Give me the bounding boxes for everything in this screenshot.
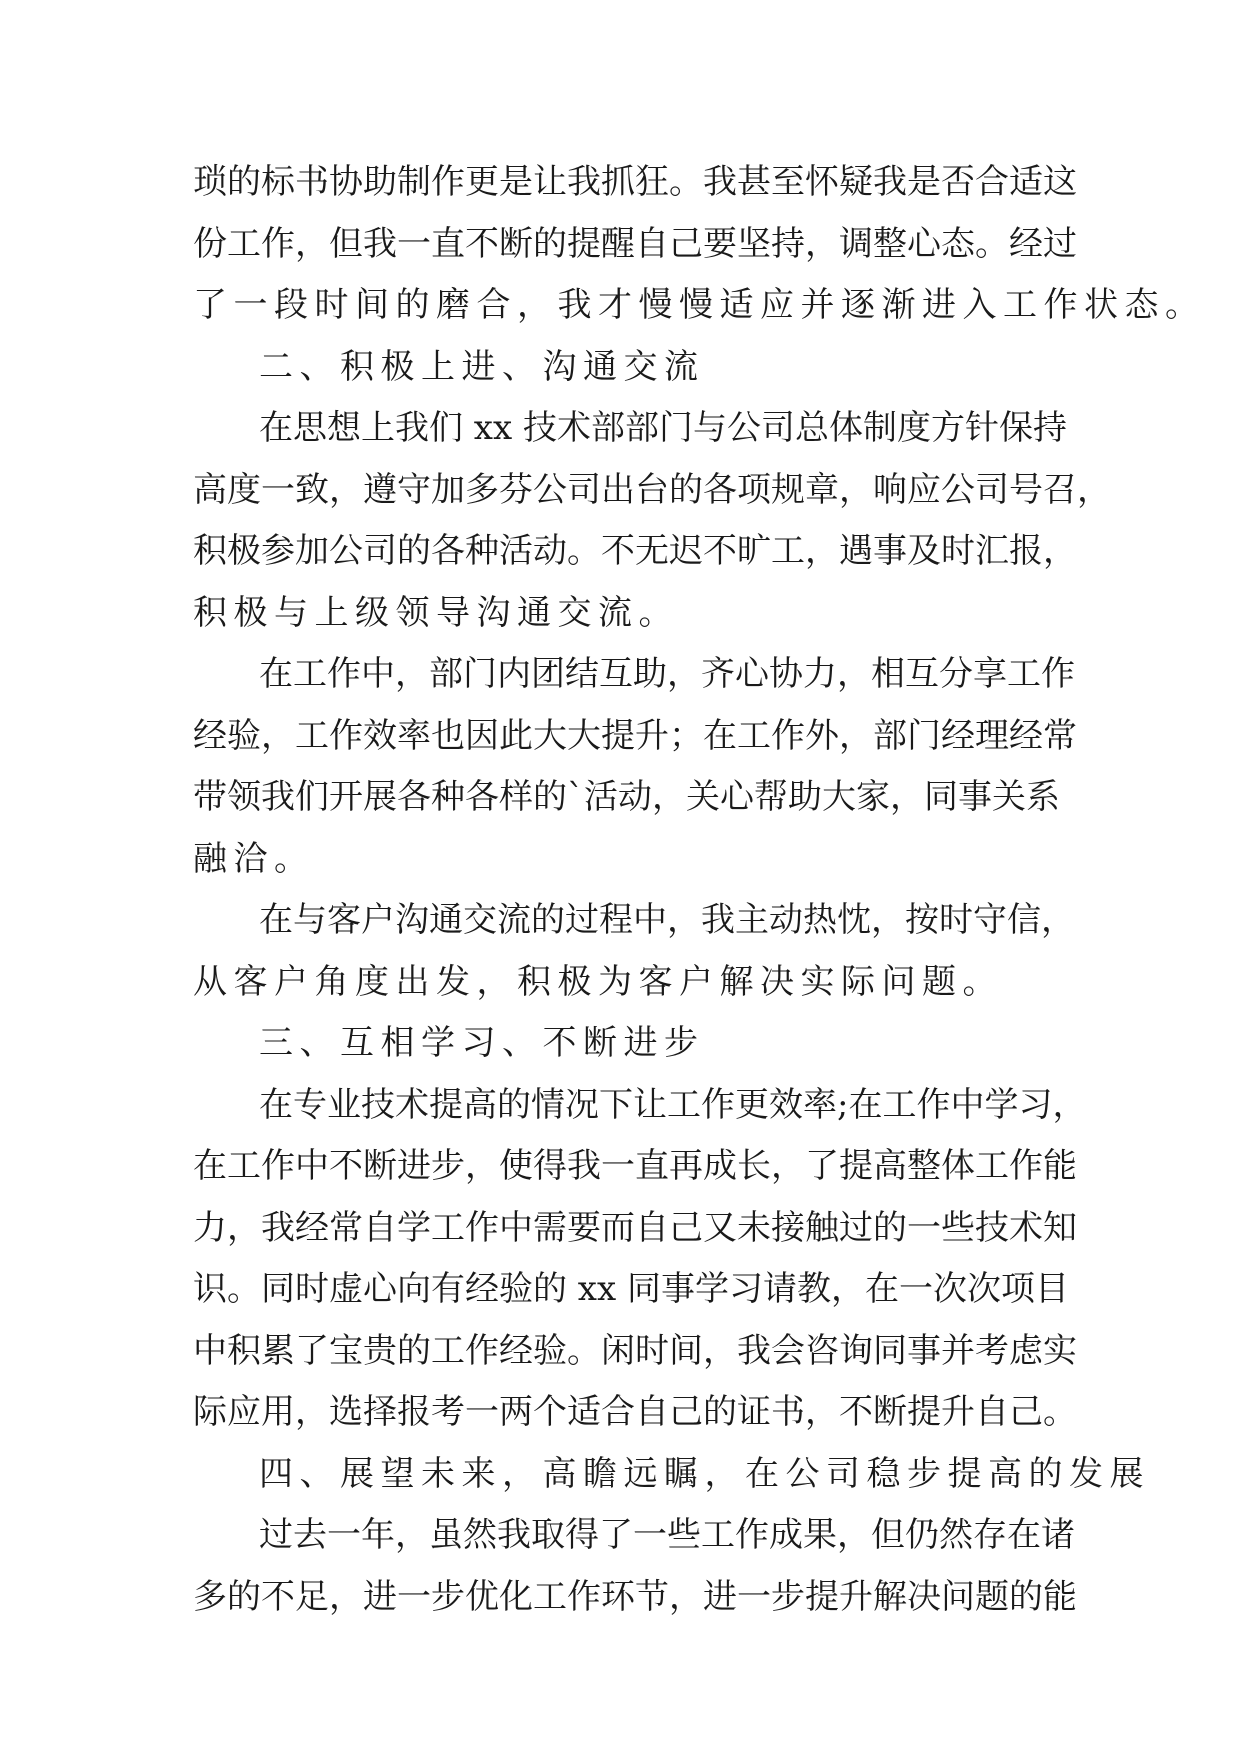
text-line: 了一段时间的磨合，我才慢慢适应并逐渐进入工作状态。 [193,285,1206,325]
text-line: 在专业技术提高的情况下让工作更效率;在工作中学习， [259,1084,1087,1125]
text-line: 二、积极上进、沟通交流 [259,346,705,387]
text-line: 积极参加公司的各种活动。不无迟不旷工，遇事及时汇报， [193,531,1077,571]
document-body [193,152,1206,1628]
text-line: 四、展望未来，高瞻远瞩，在公司稳步提高的发展 [259,1453,1150,1494]
text-line: 中积累了宝贵的工作经验。闲时间，我会咨询同事并考虑实 [193,1330,1077,1371]
text-line: 份工作，但我一直不断的提醒自己要坚持，调整心态。经过 [193,223,1077,264]
text-line: 多的不足，进一步优化工作环节，进一步提升解决问题的能 [193,1576,1077,1617]
text-line: 在工作中不断进步，使得我一直再成长，了提高整体工作能 [193,1146,1077,1186]
text-line: 在工作中，部门内团结互助，齐心协力，相互分享工作 [259,654,1075,694]
text-line: 识。同时虚心向有经验的 xx 同事学习请教，在一次次项目 [193,1269,1069,1309]
text-line: 三、互相学习、不断进步 [259,1023,705,1063]
text-line: 带领我们开展各种各样的`活动，关心帮助大家，同事关系 [193,777,1060,817]
text-line: 融洽。 [193,838,315,879]
text-line: 力，我经常自学工作中需要而自己又未接触过的一些技术知 [193,1207,1077,1248]
text-line: 积极与上级领导沟通交流。 [193,592,679,633]
text-line: 从客户角度出发，积极为客户解决实际问题。 [193,961,1003,1002]
text-line: 过去一年，虽然我取得了一些工作成果，但仍然存在诸 [259,1515,1075,1555]
text-line: 经验，工作效率也因此大大提升；在工作外，部门经理经常 [193,715,1077,756]
text-line: 际应用，选择报考一两个适合自己的证书，不断提升自己。 [193,1392,1077,1432]
text-line: 在思想上我们 xx 技术部部门与公司总体制度方针保持 [259,408,1067,448]
text-line: 在与客户沟通交流的过程中，我主动热忱，按时守信， [259,900,1075,940]
text-line: 琐的标书协助制作更是让我抓狂。我甚至怀疑我是否合适这 [193,162,1077,202]
text-line: 高度一致，遵守加多芬公司出台的各项规章，响应公司号召， [193,469,1111,510]
